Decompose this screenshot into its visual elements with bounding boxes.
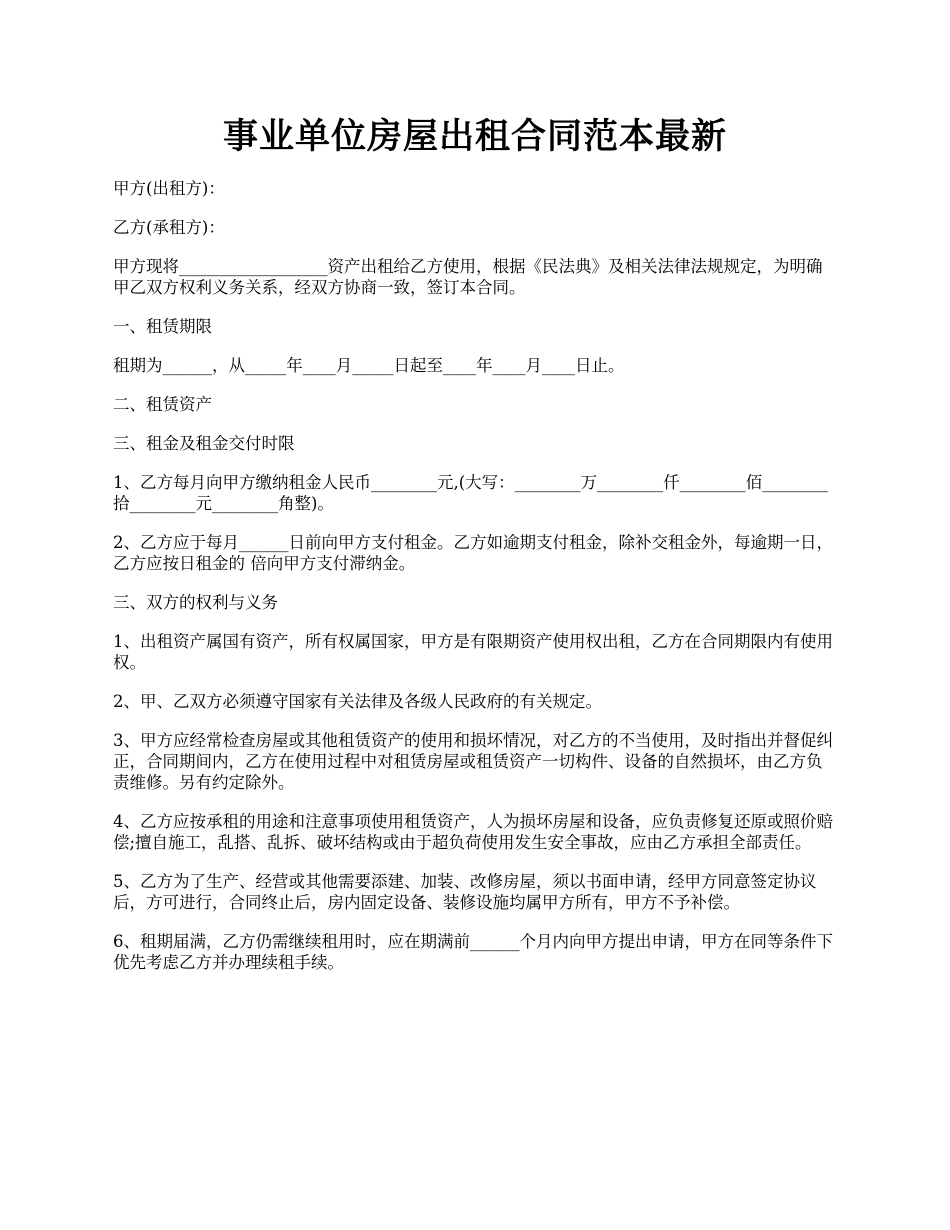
rights-clause-6: 6、租期届满，乙方仍需继续租用时，应在期满前______个月内向甲方提出申请，甲方在同等条件下优先考虑乙方并办理续租手续。 [113,932,833,972]
rights-clause-5: 5、乙方为了生产、经营或其他需要添建、加装、改修房屋，须以书面申请，经甲方同意签定协议后，方可进行，合同终止后，房内固定设备、装修设施均属甲方所有，甲方不予补偿。 [113,872,817,912]
section-heading-rent: 三、租金及租金交付时限 [113,434,295,453]
document-body [113,178,838,991]
rights-clause-2: 2、甲、乙双方必须遵守国家有关法律及各级人民政府的有关规定。 [113,692,602,711]
section-heading-rights-obligations: 三、双方的权利与义务 [113,593,278,612]
document-title: 事业单位房屋出租合同范本最新 [222,116,727,157]
preamble-paragraph: 甲方现将__________________资产出租给乙方使用，根据《民法典》及相关法律法规规定，为明确甲乙双方权利义务关系，经双方协商一致，签订本合同。 [113,257,823,297]
rights-clause-4: 4、乙方应按承租的用途和注意事项使用租赁资产，人为损坏房屋和设备，应负责修复还原或照价赔偿;擅自施工，乱搭、乱拆、破坏结构或由于超负荷使用发生安全事故，应由乙方承担全部责任。 [113,812,833,852]
party-b-line: 乙方(承租方)： [113,218,225,237]
rights-clause-3: 3、甲方应经常检查房屋或其他租赁资产的使用和损坏情况，对乙方的不当使用，及时指出并督促纠正，合同期间内，乙方在使用过程中对租赁房屋或租赁资产一切构件、设备的自然损坏，由乙方负责维修。另有约定除外。 [113,731,833,792]
party-a-line: 甲方(出租方)： [113,179,225,198]
rent-clause-2: 2、乙方应于每月______日前向甲方支付租金。乙方如逾期支付租金，除补交租金外，每逾期一日，乙方应按日租金的 倍向甲方支付滞纳金。 [113,533,833,573]
rights-clause-1: 1、出租资产属国有资产，所有权属国家，甲方是有限期资产使用权出租，乙方在合同期限内有使用权。 [113,632,833,672]
section-heading-lease-term: 一、租赁期限 [113,317,212,336]
lease-term-paragraph: 租期为______，从_____年____月_____日起至____年____月____日止。 [113,356,625,375]
rent-clause-1: 1、乙方每月向甲方缴纳租金人民币________元,(大写：________万________仟________佰________拾________元________角整)。 [113,473,829,513]
section-heading-leased-assets: 二、租赁资产 [113,395,212,414]
